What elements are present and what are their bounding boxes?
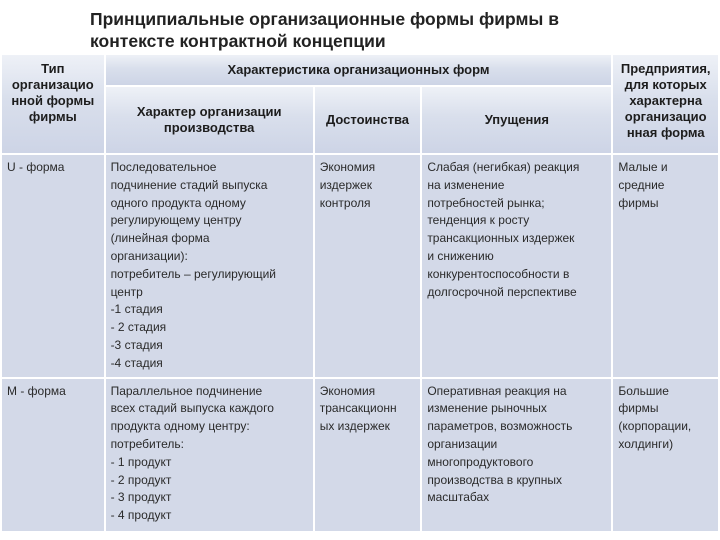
cell-line: центр (110, 284, 143, 299)
title-line-1: Принципиальные организационные формы фирмы в (90, 9, 559, 29)
cell-line: Параллельное подчинение (110, 383, 263, 398)
cell-line: Малые и (618, 160, 668, 174)
cell-line: организации (427, 436, 498, 451)
cell-line: -1 стадия (110, 302, 163, 317)
organizational-forms-table (0, 53, 720, 533)
cell-line: (корпорации, (618, 419, 692, 434)
header-production-line: Характер организации (136, 104, 282, 119)
cell-line: -3 стадия (110, 337, 163, 352)
header-type-line: нной формы (11, 93, 95, 108)
header-enterprises-line: Предприятия, (620, 61, 711, 76)
cell-line: масштабах (427, 490, 490, 505)
cell-line: подчинение стадий выпуска (110, 177, 268, 192)
cell-line: трансакционных издержек (427, 231, 575, 246)
cell-line: на изменение (427, 177, 505, 192)
row-shortcomings-cell (422, 155, 611, 377)
cell-line: - 2 стадия (110, 320, 167, 335)
row-advantages-cell (315, 379, 421, 531)
row-enterprises-cell (613, 379, 718, 531)
cell-line: фирмы (618, 401, 659, 416)
cell-line: долгосрочной перспективе (427, 284, 577, 299)
header-type-column (2, 55, 104, 153)
cell-line: трансакционн (319, 401, 397, 416)
cell-line: всех стадий выпуска каждого (110, 401, 274, 416)
header-shortcomings-column: Упущения (422, 87, 611, 153)
cell-line: - 4 продукт (110, 508, 172, 523)
header-production-line: производства (163, 120, 255, 135)
cell-line: потребностей рынка; (427, 195, 545, 210)
header-enterprises-column (613, 55, 718, 153)
cell-line: контроля (319, 195, 371, 210)
cell-line: Большие (618, 383, 669, 398)
header-type-line: Тип (41, 61, 65, 76)
table-row (2, 155, 718, 377)
cell-line: издержек (319, 177, 372, 192)
cell-line: ых издержек (319, 419, 390, 434)
cell-line: производства в крупных (427, 472, 563, 487)
cell-line: изменение рыночных (427, 401, 547, 416)
row-production-cell (106, 379, 313, 531)
header-type-line: организацио (11, 77, 94, 92)
cell-line: конкурентоспособности в (427, 266, 570, 281)
row-advantages-cell (315, 155, 421, 377)
cell-line: Экономия (319, 383, 376, 398)
row-type-cell: M - форма (2, 379, 104, 531)
cell-line: многопродуктового (427, 454, 534, 469)
cell-line: Экономия (319, 160, 376, 174)
header-enterprises-line: характерна (629, 93, 703, 108)
cell-line: продукта одному центру: (110, 419, 250, 434)
header-production-column (106, 87, 313, 153)
cell-line: Оперативная реакция на (427, 383, 567, 398)
title-line-2: контексте контрактной концепции (90, 31, 386, 51)
cell-line: организации): (110, 248, 188, 263)
cell-line: потребитель: (110, 436, 184, 451)
cell-line: холдинги) (618, 436, 674, 451)
header-advantages-column: Достоинства (315, 87, 421, 153)
cell-line: средние (618, 177, 665, 192)
table-row (2, 379, 718, 531)
cell-line: параметров, возможность (427, 419, 573, 434)
cell-line: (линейная форма (110, 231, 210, 246)
cell-line: потребитель – регулирующий (110, 266, 276, 281)
cell-line: и снижению (427, 248, 494, 263)
cell-line: одного продукта одному (110, 195, 246, 210)
header-enterprises-line: нная форма (626, 125, 705, 140)
row-enterprises-cell (613, 155, 718, 377)
row-production-cell (106, 155, 313, 377)
header-enterprises-line: для которых (624, 77, 707, 92)
cell-line: тенденция к росту (427, 213, 530, 228)
cell-line: - 3 продукт (110, 490, 172, 505)
cell-line: Последовательное (110, 160, 217, 174)
cell-line: - 1 продукт (110, 454, 172, 469)
cell-line: фирмы (618, 195, 659, 210)
cell-line: Слабая (негибкая) реакция (427, 160, 580, 174)
cell-line: -4 стадия (110, 355, 163, 370)
page-title (90, 8, 650, 52)
header-enterprises-line: организацио (624, 109, 707, 124)
header-characteristics-group: Характеристика организационных форм (106, 55, 612, 85)
row-shortcomings-cell (422, 379, 611, 531)
header-type-line: фирмы (28, 109, 77, 124)
cell-line: регулирующему центру (110, 213, 242, 228)
row-type-cell: U - форма (2, 155, 104, 377)
cell-line: - 2 продукт (110, 472, 172, 487)
